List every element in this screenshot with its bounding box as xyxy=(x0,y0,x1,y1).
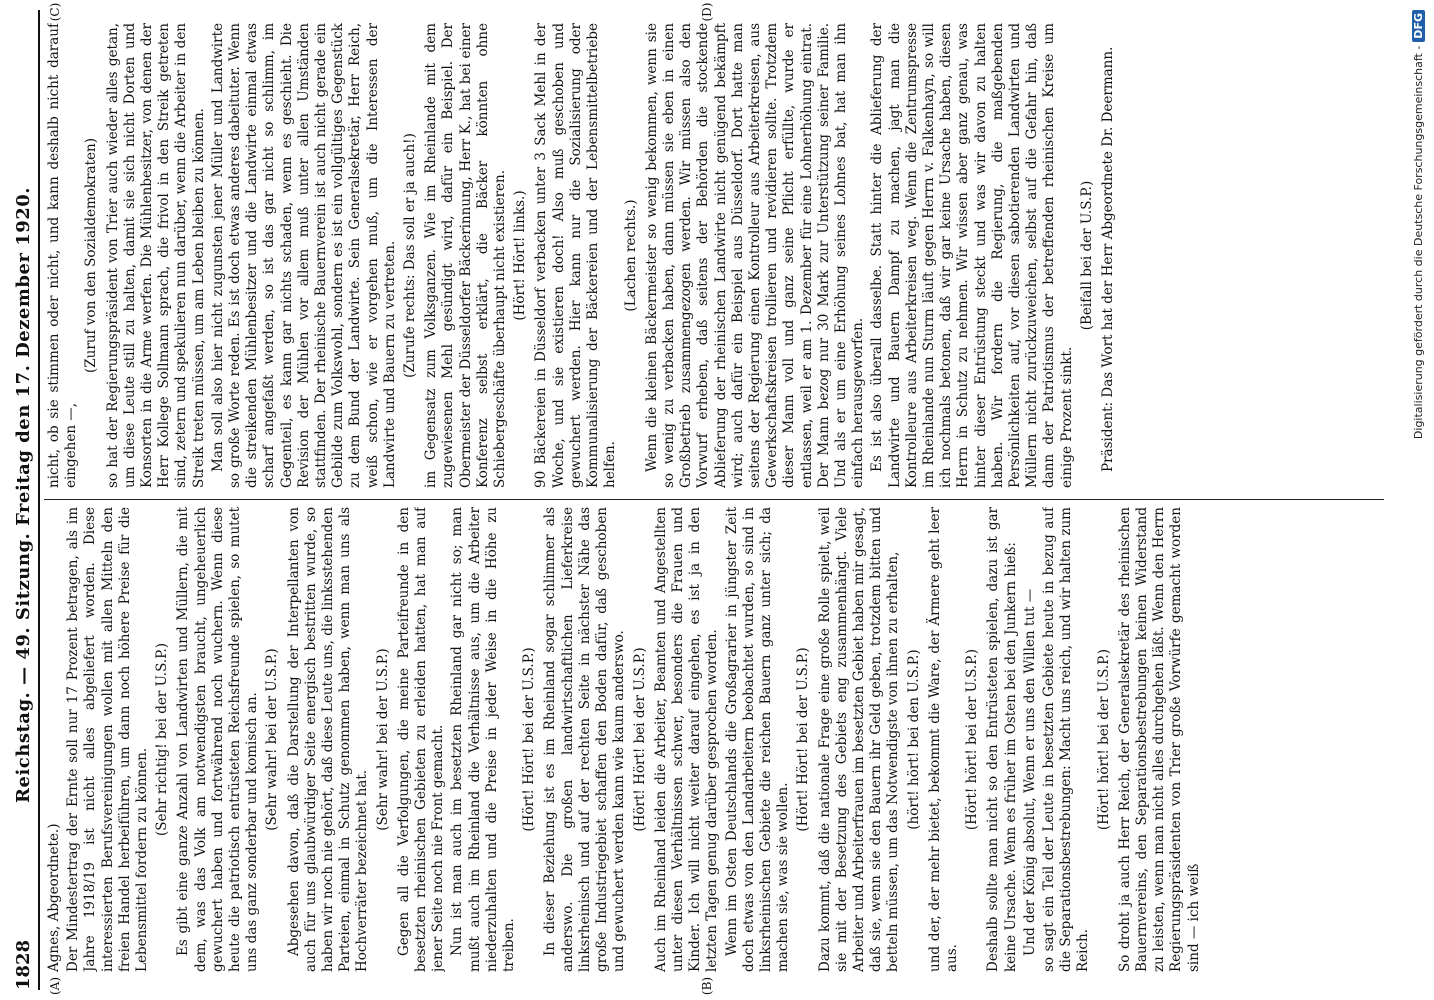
interjection: (Hört! hört! bei der U.S.P.) xyxy=(964,648,981,831)
margin-marker-d: (D) xyxy=(700,2,714,22)
paragraph: Dazu kommt, daß die nationale Frage eine große Rolle spielt, weil sie mit der Besetzung des Gebiets eng zusammenhängt. Viele Arbeiter und Arbeiterfrauen im besetzten Gebiet haben mir gesagt, daß sie, wenn sie den Bauern ihr Geld geben, trotzdem bitten und betteln müssen, um das Notwendigste von ihnen zu erhalten, xyxy=(816,507,902,972)
margin-marker-a: (A) xyxy=(48,976,62,996)
paragraph: Der Mindestertrag der Ernte soll nur 17 Prozent betragen, als im Jahre 1918/19 ist nicht alles abgeliefert worden. Diese interessierten Berufsvereinigungen wollen mit allen Mitteln den freien Handel herbeiführen, um dann noch höhere Preise für die Lebensmittel fordern zu können. xyxy=(65,507,151,972)
interjection: (Hört! hört! bei der U.S.P.) xyxy=(1095,648,1112,831)
paragraph: Wenn die kleinen Bäckermeister so wenig bekommen, wenn sie so wenig zu verbacken haben, dann müssen sie eben in einen Großbetrieb zusammengezogen werden. Wir müssen also den Vorwurf erheben, daß seitens der Behörden die stockende Ablieferung der rheinischen Landwirte nicht genügend bekämpft wird; auch dafür ein Beispiel aus Düsseldorf. Dort hatte man seitens der Regierung einen Kontrolleur aus Arbeiterkreisen, aus Gewerkschaftskreisen trollieren und revidieren sollte. Trotzdem dieser Mann voll und ganz seine Pflicht erfüllte, wurde er entlassen, weil er am 1. Dezember für eine Lohnerhöhung eintrat. Der Mann bezog nur 30 Mark zur Unterstützung seiner Familie. Und als er um eine Erhöhung seines Lohnes bat, hat man ihn einfach herausgeworfen. xyxy=(643,23,867,488)
paragraph: Und der König absolut, Wenn er uns den Willen tut — xyxy=(1021,588,1038,956)
paragraph: Es ist also überall dasselbe. Statt hinter die Ablieferung der Landwirte und Bauern Dampf zu machen, jagt man die Kontrolleure aus Arbeiterkreisen weg. Wenn die Zentrumspresse im Rheinlande nun Sturm läuft gegen Herrn v. Falkenhayn, so will ich nochmals betonen, daß wir gar keine Ursache haben, diesen Herrn in Schutz zu nehmen. Wir wissen aber ganz genau, was hinter dieser Entrüstung steckt und was wir davon zu halten haben. Wir fordern die Regierung, die maßgebenden Persönlichkeiten auf, vor diesen sabotierenden Landwirten und Müllern nicht zurückzuweichen, selbst auf die Gefahr hin, daß dann der Patriotismus der betreffenden rheinischen Kreise um einige Prozent sinkt. xyxy=(869,23,1075,488)
interjection: (Sehr wahr! bei der U.S.P.) xyxy=(374,648,391,831)
interjection: (Zurufe rechts: Das soll er ja auch!) xyxy=(402,133,419,378)
paragraph: 90 Bäckereien in Düsseldorf verbacken unter 3 Sack Mehl in der Woche, und sie existieren doch! Also muß geschoben und gewuchert werden. Hier kann nur die Sozialisierung oder Kommunalisierung der Bäckereien und der Lebensmittelbetriebe helfen. xyxy=(533,23,619,488)
paragraph: und der, der mehr bietet, bekommt die Ware, der Ärmere geht leer aus. xyxy=(926,507,960,972)
paragraph: So droht ja auch Herr Reich, der Generalsekretär des rheinischen Bauernvereins, den Separationsbestrebungen keinen Widerstand zu leisten, wenn man nicht alles durchgehen läßt. Wenn den Herrn Regierungspräsidenten von Trier große Vorwürfe gemacht worden sind — ich weiß xyxy=(1116,507,1202,972)
page-header xyxy=(6,10,40,990)
interjection: (Zuruf von den Sozialdemokraten) xyxy=(83,138,100,373)
digitization-credit xyxy=(1412,10,1428,990)
interjection: (Lachen rechts.) xyxy=(622,199,639,312)
paragraph: so sagt ein Teil der Leute in besetzten Gebiete heute in bezug auf die Separationsbestrebungen: Macht uns reich, und wir halten zum Reich. xyxy=(1040,507,1092,972)
left-column xyxy=(46,507,1376,972)
interjection: (Sehr richtig! bei der U.S.P.) xyxy=(154,642,171,837)
paragraph: Auch im Rheinland leiden die Arbeiter, Beamten und Angestellten unter diesen Verhältnissen schwer, besonders die Frauen und Kinder. Ich will nicht weiter darauf eingehen, es ist ja in den letzten Tagen genug darüber gesprochen worden. xyxy=(652,507,721,972)
running-title: Reichstag. — 49. Sitzung. Freitag den 17. Dezember 1920. xyxy=(12,186,34,803)
interjection: (Sehr wahr! bei der U.S.P.) xyxy=(264,648,281,831)
right-column xyxy=(46,23,1376,488)
margin-marker-b: (B) xyxy=(700,976,714,996)
paragraph: Präsident: Das Wort hat der Herr Abgeordnete Dr. Deermann. xyxy=(1099,46,1116,472)
paragraph: Man soll also hier nicht zugunsten jener Müller und Landwirte so große Worte reden. Es ist doch etwas anderes dabeituter. Wenn die streikenden Mühlenbesitzer und die Landwirte einmal etwas scharf angefaßt werden, so ist das gar nicht so schlimm, im Gegenteil, es kann gar nichts schaden, wenn es geschieht. Die Revision der Mühlen vor allem muß unter allen Umständen stattfinden. Der rheinische Bauernverein ist auch nicht gerade ein Gebilde zum Volkswohl, sondern es ist ein vollgültiges Gegenstück zu dem Bund der Landwirte. Sein Generalsekretär, Herr Reich, weiß schon, wie er vorgehen muß, um die Interessen der Landwirte und Bauern zu vertreten. xyxy=(209,23,398,488)
interjection: (Hört! Hört! links.) xyxy=(512,190,529,321)
paragraph: im Gegensatz zum Volksganzen. Wie im Rheinlande mit dem zugewiesenen Mehl gesündigt wird, dafür ein Beispiel. Der Obermeister der Düsseldorfer Bäckerinnung, Herr K., hat bei einer Konferenz selbst erklärt, die Bäcker könnten ohne Schiebergeschäfte überhaupt nicht existieren. xyxy=(423,23,509,488)
digitization-text: Digitalisierung gefördert durch die Deutsche Forschungsgemeinschaft - xyxy=(1412,45,1425,440)
header-rule xyxy=(38,10,40,990)
paragraph: In dieser Beziehung ist es im Rheinland sogar schlimmer als anderswo. Die großen landwirtschaftlichen Lieferkreise linksrheinisch und auf der rechten Seite in nächster Nähe das große Industriegebiet schaffen den Boden dafür, daß geschoben und gewuchert werden kann wie kaum anderswo. xyxy=(542,507,628,972)
page-number: 1828 xyxy=(12,939,34,990)
paragraph: Agnes, Abgeordnete.) xyxy=(46,823,62,972)
interjection: (Hört! Hört! bei der U.S.P.) xyxy=(521,647,538,832)
column-divider xyxy=(44,499,1384,500)
interjection: (Beifall bei der U.S.P.) xyxy=(1078,180,1095,331)
paragraph: Gegen all die Verfolgungen, die meine Parteifreunde in den besetzten rheinischen Gebieten zu erleiden hatten, hat man auf jener Seite noch nie Front gemacht. xyxy=(395,507,447,972)
paragraph: Nun ist man auch im besetzten Rheinland gar nicht so; man mußt auch im Rheinland die Verhältnisse aus, um die Arbeiter niederzuhalten und die Preise in jeder Weise in die Höhe zu treiben. xyxy=(449,507,518,972)
paragraph: Es gibt eine ganze Anzahl von Landwirten und Müllern, die mit dem, was das Volk am notwendigsten braucht, ungeheuerlich gewuchert haben und fortwährend noch wuchern. Wenn diese heute die patriotisch entrüsteten Reichsfreunde spielen, so mutet uns das ganz sonderbar und komisch an. xyxy=(175,507,261,972)
paragraph: Deshalb sollte man nicht so den Entrüsteten spielen, dazu ist gar keine Ursache. Wenn es früher im Osten bei den Junkern hieß: xyxy=(985,507,1019,972)
paragraph: Abgesehen davon, daß die Darstellung der Interpellanten von auch für uns glaubwürdiger Seite energisch bestritten wurde, so haben wir noch nie gehört, daß diese Leute uns, die linksstehenden Parteien, einmal in Schutz genommen haben, wenn man uns als Hochverräter bezeichnet hat. xyxy=(285,507,371,972)
interjection: (Hört! Hört! bei der U.S.P.) xyxy=(795,647,812,832)
interjection: (Hört! Hört! bei der U.S.P.) xyxy=(631,647,648,832)
paragraph: Wenn im Osten Deutschlands die Großagrarier in jüngster Zeit doch etwas von den Landarbeitern beobachtet wurden, so sind in linksrheinischen Gebiete die reichen Bauern ganz unter sich; da machen sie, was sie wollen. xyxy=(723,507,792,972)
dfg-logo: DFG xyxy=(1412,10,1425,42)
interjection: (hört! hört! bei den U.S.P.) xyxy=(905,649,922,830)
paragraph: so hat der Regierungspräsident von Trier auch wieder alles getan, um diese Leute still zu halten, damit sie sich nicht Dorten und Konsorten in die Arme werfen. Die Mühlenbesitzer, von denen der Herr Kollege Sollmann sprach, die frivol in den Streik getreten sind, zetern und spekulieren nun darüber, wenn die Arbeiter in den Streik treten müssen, um am Leben bleiben zu können. xyxy=(104,23,207,488)
paragraph: nicht, ob sie stimmen oder nicht, und kann deshalb nicht darauf eingehen —, xyxy=(46,23,80,488)
margin-marker-c: (C) xyxy=(48,2,62,22)
